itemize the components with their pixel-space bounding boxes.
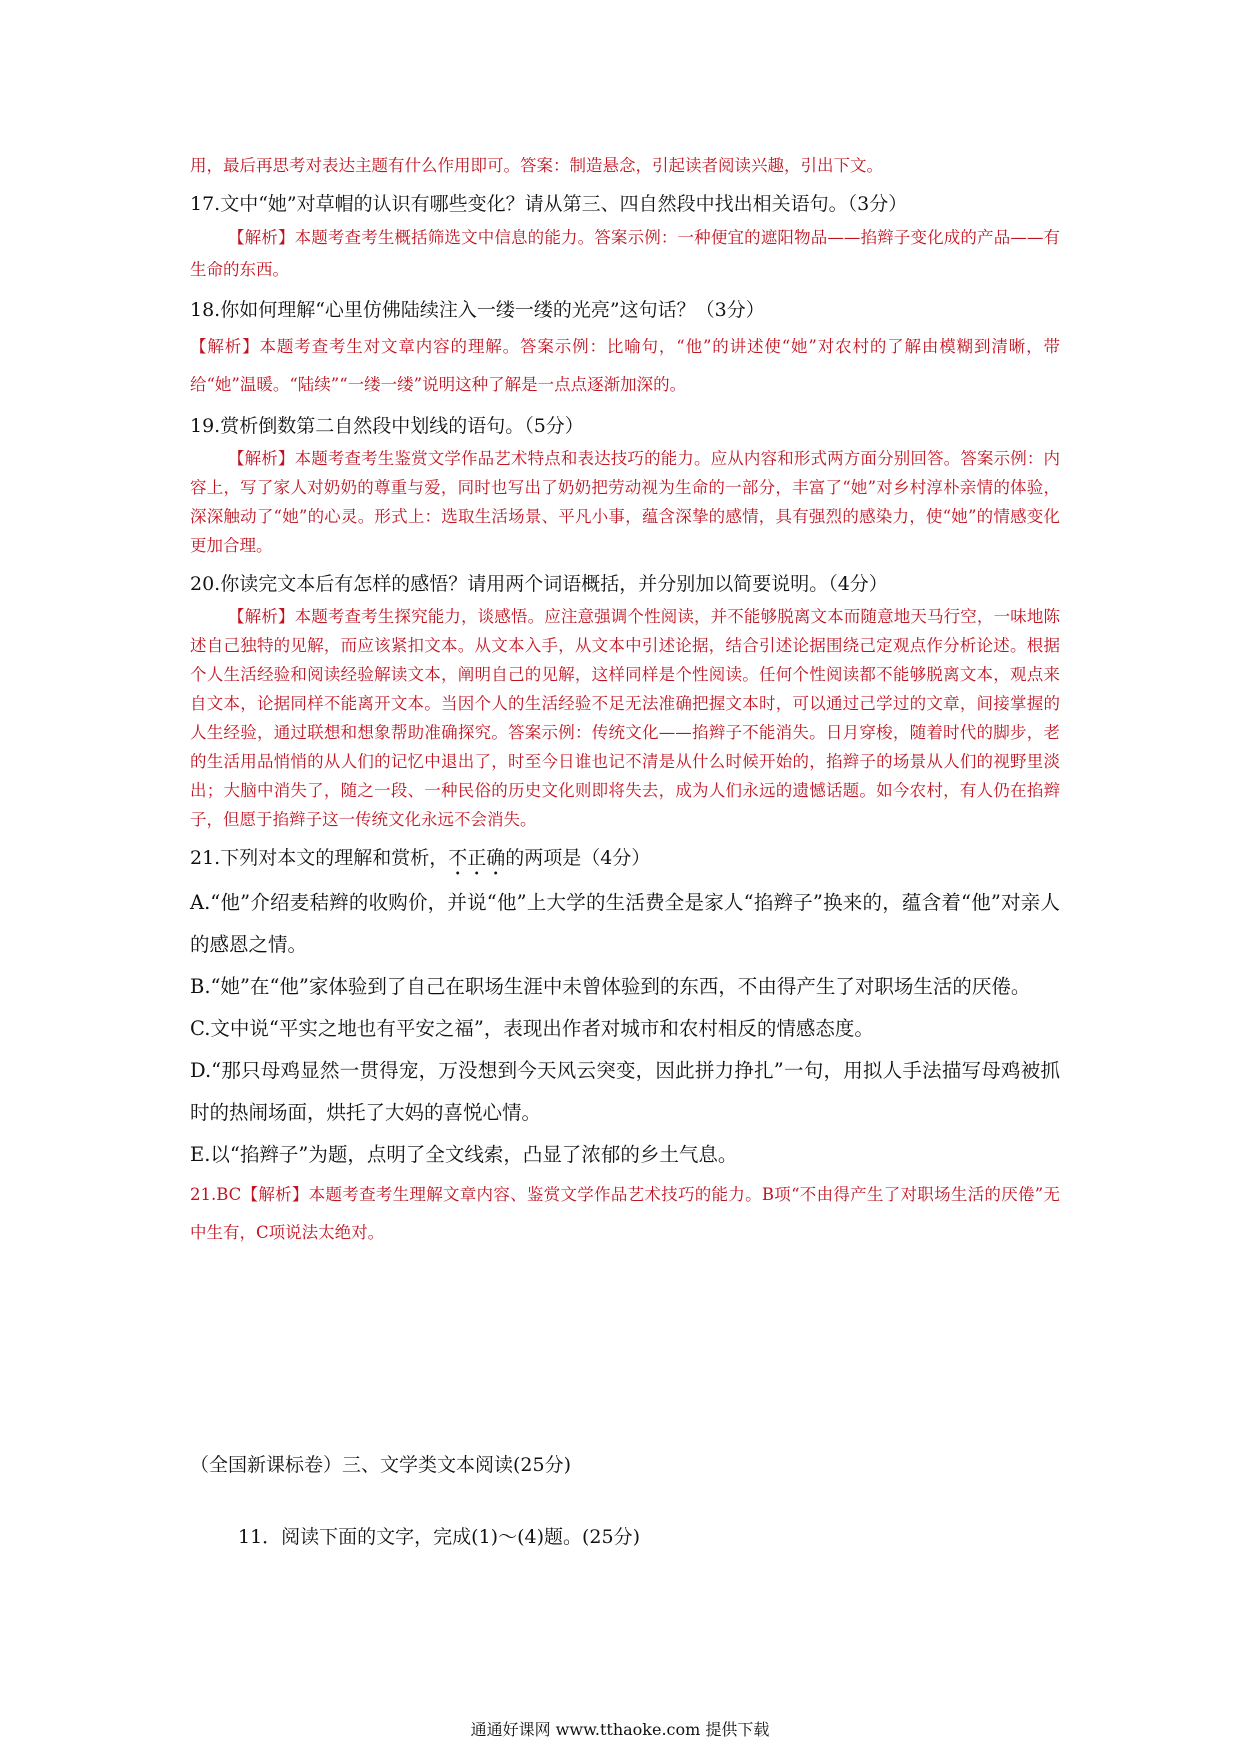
footer-source: 通通好课网 www.tthaoke.com 提供下载 [470,1720,770,1739]
question-21-emphasis: 不正确 [448,847,506,869]
question-11: 11．阅读下面的文字，完成(1)～(4)题。(25分) [238,1526,641,1548]
analysis-17: 【解析】本题考查考生概括筛选文中信息的能力。答案示例：一种便宜的遮阳物品——掐辫子变化成的产品——有生命的东西。 [190,228,1060,279]
analysis-19: 【解析】本题考查考生鉴赏文学作品艺术特点和表达技巧的能力。应从内容和形式两方面分别回答。答案示例：内容上，写了家人对奶奶的尊重与爱，同时也写出了奶奶把劳动视为生命的一部分，丰富了“她”对乡村淳朴亲情的体验，深深触动了“她”的心灵。形式上：选取生活场景、平凡小事，蕴含深挚的感情，具有强烈的感染力，使“她”的情感变化更加合理。 [190,449,1060,555]
analysis-21: 21.BC【解析】本题考查考生理解文章内容、鉴赏文学作品艺术技巧的能力。B项“不由得产生了对职场生活的厌倦”无中生有，C项说法太绝对。 [190,1185,1060,1242]
question-21-suffix: 的两项是（4分） [505,847,651,869]
document-body [190,150,1060,1252]
question-17: 17.文中“她”对草帽的认识有哪些变化？请从第三、四自然段中找出相关语句。（3分） [190,193,908,215]
analysis-18: 【解析】本题考查考生对文章内容的理解。答案示例：比喻句，“他”的讲述使“她”对农村的了解由模糊到清晰，带给“她”温暖。“陆续”“一缕一缕”说明这种了解是一点点逐渐加深的。 [190,337,1060,394]
option-a: A.“他”介绍麦秸辫的收购价，并说“他”上大学的生活费全是家人“掐辫子”换来的，蕴含着“他”对亲人的感恩之情。 [190,891,1060,956]
question-20: 20.你读完文本后有怎样的感悟？请用两个词语概括，并分别加以简要说明。（4分） [190,573,888,595]
option-c: C.文中说“平实之地也有平安之福”，表现出作者对城市和农村相反的情感态度。 [190,1017,874,1040]
option-e: E.以“掐辫子”为题，点明了全文线索，凸显了浓郁的乡土气息。 [190,1143,738,1166]
question-19: 19.赏析倒数第二自然段中划线的语句。（5分） [190,415,584,437]
top-answer: 用，最后再思考对表达主题有什么作用即可。答案：制造悬念，引起读者阅读兴趣，引出下文。 [190,156,883,175]
option-b: B.“她”在“他”家体验到了自己在职场生涯中未曾体验到的东西，不由得产生了对职场生活的厌倦。 [190,975,1031,998]
question-21 [190,842,1060,880]
question-21-prefix: 21.下列对本文的理解和赏析， [190,847,449,869]
question-18: 18.你如何理解“心里仿佛陆续注入一缕一缕的光亮”这句话？（3分） [190,299,765,321]
analysis-20: 【解析】本题考查考生探究能力，谈感悟。应注意强调个性阅读，并不能够脱离文本而随意地天马行空，一味地陈述自己独特的见解，而应该紧扣文本。从文本入手，从文本中引述论据，结合引述论据围绕己定观点作分析论述。根据个人生活经验和阅读经验解读文本，阐明自己的见解，这样同样是个性阅读。任何个性阅读都不能够脱离文本，观点来自文本，论据同样不能离开文本。当因个人的生活经验不足无法准确把握文本时，可以通过己学过的文章，间接掌握的人生经验，通过联想和想象帮助准确探究。答案示例：传统文化——掐辫子不能消失。日月穿梭，随着时代的脚步，老的生活用品悄悄的从人们的记忆中退出了，时至今日谁也记不清是从什么时候开始的，掐辫子的场景从人们的视野里淡出；大脑中消失了，随之一段、一种民俗的历史文化则即将失去，成为人们永远的遗憾话题。如今农村，有人仍在掐辫子，但愿于掐辫子这一传统文化永远不会消失。 [190,607,1060,829]
section-title: （全国新课标卷）三、文学类文本阅读(25分) [190,1454,572,1476]
option-d: D.“那只母鸡显然一贯得宠，万没想到今天风云突变，因此拼力挣扎”一句，用拟人手法描写母鸡被抓时的热闹场面，烘托了大妈的喜悦心情。 [190,1059,1060,1124]
